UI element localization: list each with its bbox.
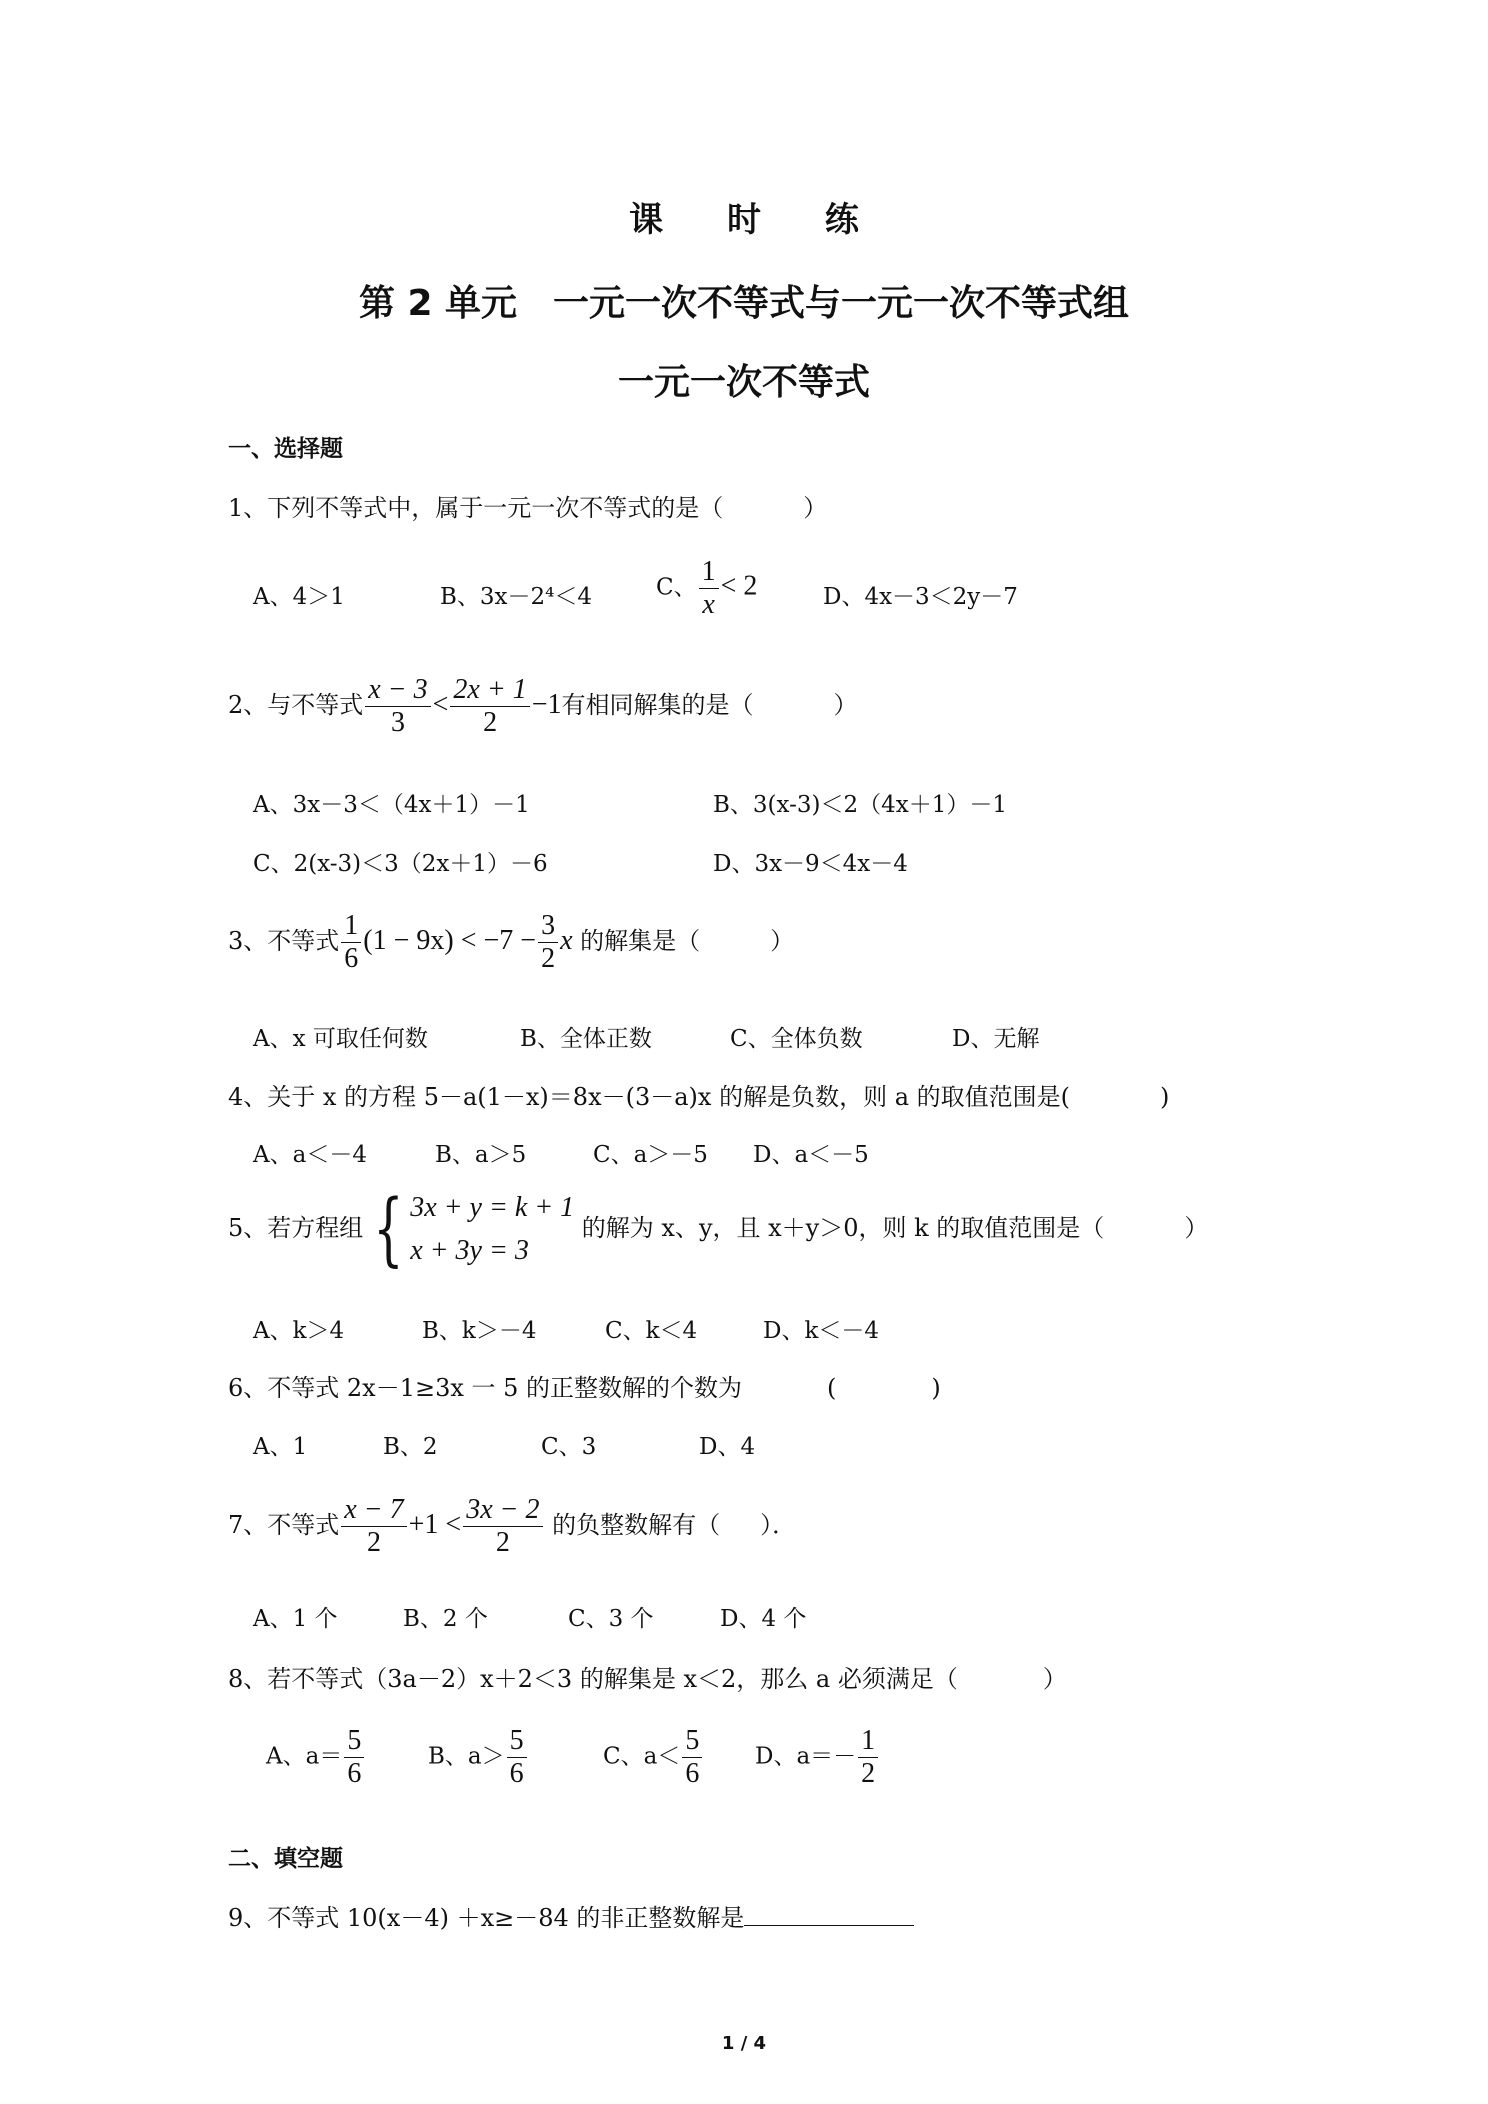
question-9-text: 9、不等式 10(x－4) ＋x≥－84 的非正整数解是 (228, 1904, 745, 1932)
question-4-text: 4、关于 x 的方程 5－a(1－x)＝8x－(3－a)x 的解是负数，则 a 的取值范围是( (228, 1083, 1071, 1111)
document-title: 课 时 练 (629, 200, 885, 240)
q6-option-d: D、4 (699, 1434, 756, 1460)
question-3-text: 3、不等式 (228, 927, 340, 956)
q7-fraction-2 (463, 1494, 542, 1559)
q3-fraction-2 (538, 910, 558, 975)
question-3-close: ） (770, 927, 795, 956)
fraction-numerator: 3 (538, 910, 558, 943)
q2-minus-one: −1 (531, 689, 562, 721)
fraction-numerator: 1 (858, 1725, 878, 1758)
q5-option-b: B、k＞－4 (422, 1318, 537, 1344)
q8-option-b (428, 1725, 529, 1790)
fraction-numerator: 1 (699, 556, 719, 589)
q1-option-a: A、4＞1 (253, 584, 345, 610)
q8-option-d-fraction (858, 1725, 878, 1790)
q7-option-d: D、4 个 (720, 1606, 807, 1632)
q3-fraction-1 (341, 910, 361, 975)
q1-option-c (656, 556, 757, 621)
fraction-denominator: 2 (483, 707, 498, 739)
q8-option-c (603, 1725, 704, 1790)
fraction-numerator: 1 (341, 910, 361, 943)
q5-option-c: C、k＜4 (605, 1318, 698, 1344)
topic-heading: 一元一次不等式 (617, 362, 870, 403)
q5-equation-2: x + 3y = 3 (410, 1235, 529, 1267)
question-2-close: ） (833, 691, 858, 720)
q7-fraction-1 (341, 1494, 406, 1559)
q4-option-a: A、a＜－4 (253, 1142, 367, 1168)
q3-variable: x (560, 925, 573, 957)
fraction-numerator: 2x + 1 (450, 674, 529, 707)
q6-option-a: A、1 (253, 1434, 308, 1460)
question-1-close: ） (803, 494, 828, 522)
q3-expression: (1 − 9x) < −7 − (363, 925, 537, 957)
fraction-numerator: x − 7 (341, 1494, 406, 1527)
q8-option-a-label: A、a＝ (266, 1743, 343, 1770)
answer-blank[interactable] (744, 1903, 914, 1926)
brace-symbol: { (373, 1182, 405, 1276)
question-5-close: ） (1184, 1213, 1209, 1242)
question-7 (228, 1494, 796, 1559)
q6-option-b: B、2 (383, 1434, 438, 1460)
section-multiple-choice: 一、选择题 (228, 436, 343, 462)
q8-option-a (266, 1725, 366, 1790)
question-7-text: 7、不等式 (228, 1511, 340, 1540)
q8-option-d (755, 1725, 880, 1790)
fraction-denominator: 6 (685, 1758, 700, 1790)
unit-heading: 第 2 单元 一元一次不等式与一元一次不等式组 (358, 283, 1130, 324)
fraction-numerator: 5 (344, 1725, 364, 1758)
fraction-numerator: 5 (682, 1725, 702, 1758)
q8-option-b-fraction (507, 1725, 527, 1790)
fraction-numerator: 5 (507, 1725, 527, 1758)
question-4-close: ) (1160, 1083, 1170, 1111)
q1-option-c-label: C、 (656, 574, 697, 601)
question-8 (228, 1659, 1067, 1694)
q7-option-b: B、2 个 (403, 1606, 488, 1632)
q1-option-c-rest: < 2 (720, 570, 758, 602)
fraction-denominator: 2 (495, 1527, 510, 1559)
fraction-numerator: x − 3 (365, 674, 430, 707)
question-2-text: 2、与不等式 (228, 691, 364, 720)
q4-option-d: D、a＜－5 (753, 1142, 869, 1168)
q1-option-d: D、4x－3＜2y－7 (823, 584, 1018, 610)
question-4 (228, 1077, 1169, 1112)
q5-equation-1: 3x + y = k + 1 (410, 1192, 575, 1223)
question-1-text: 1、下列不等式中，属于一元一次不等式的是（ (228, 494, 724, 522)
q5-option-d: D、k＜－4 (763, 1318, 880, 1344)
q7-option-a: A、1 个 (253, 1606, 338, 1632)
fraction-denominator: 2 (366, 1527, 381, 1559)
fraction-denominator: x (702, 589, 715, 621)
page-number: 1 / 4 (721, 2033, 767, 2054)
q3-option-c: C、全体负数 (730, 1026, 863, 1052)
q1-option-c-fraction (699, 556, 719, 621)
question-2 (228, 674, 858, 739)
q2-option-a: A、3x－3＜（4x＋1）－1 (253, 792, 530, 818)
q3-option-d: D、无解 (952, 1026, 1040, 1052)
q1-option-b: B、3x－2⁴＜4 (440, 584, 592, 610)
question-6-close: ) (931, 1374, 941, 1402)
question-8-close: ） (1042, 1665, 1067, 1693)
q2-option-b: B、3(x-3)＜2（4x＋1）－1 (713, 792, 1007, 818)
question-5-suffix: 的解为 x、y，且 x＋y＞0，则 k 的取值范围是（ (581, 1213, 1105, 1242)
q6-option-c: C、3 (541, 1434, 597, 1460)
q2-option-c: C、2(x-3)＜3（2x＋1）－6 (253, 851, 548, 877)
q4-option-c: C、a＞－5 (593, 1142, 708, 1168)
question-3 (228, 910, 794, 975)
q7-option-c: C、3 个 (568, 1606, 654, 1632)
fraction-numerator: 3x − 2 (463, 1494, 542, 1527)
q2-option-d: D、3x－9＜4x－4 (713, 851, 908, 877)
question-5 (228, 1182, 1209, 1276)
q2-fraction-2 (450, 674, 529, 739)
question-7-close: ）． (760, 1511, 797, 1540)
q8-option-c-fraction (682, 1725, 702, 1790)
fraction-denominator: 6 (347, 1758, 362, 1790)
q7-expression: +1 < (408, 1509, 462, 1541)
question-1 (228, 488, 827, 523)
question-3-suffix: 的解集是（ (580, 927, 701, 956)
question-6-open: ( (827, 1374, 837, 1402)
q8-option-c-label: C、a＜ (603, 1743, 681, 1770)
fraction-denominator: 2 (861, 1758, 876, 1790)
q3-option-a: A、x 可取任何数 (253, 1026, 428, 1052)
q8-option-d-label: D、a＝－ (755, 1743, 857, 1770)
fraction-denominator: 2 (541, 943, 556, 975)
q5-equation-system (363, 1182, 575, 1276)
question-2-suffix: 有相同解集的是（ (561, 691, 754, 720)
question-6 (228, 1368, 941, 1403)
fraction-denominator: 6 (509, 1758, 524, 1790)
question-8-text: 8、若不等式（3a－2）x＋2＜3 的解集是 x＜2，那么 a 必须满足（ (228, 1665, 958, 1693)
q4-option-b: B、a＞5 (435, 1142, 527, 1168)
q8-option-b-label: B、a＞ (428, 1743, 505, 1770)
question-6-text: 6、不等式 2x－1≥3x 一 5 的正整数解的个数为 (228, 1374, 743, 1402)
q5-option-a: A、k＞4 (253, 1318, 345, 1344)
q3-option-b: B、全体正数 (520, 1026, 652, 1052)
question-9 (228, 1898, 914, 1933)
question-5-text: 5、若方程组 (228, 1213, 364, 1242)
fraction-denominator: 3 (390, 707, 405, 739)
fraction-denominator: 6 (344, 943, 359, 975)
question-7-suffix: 的负整数解有（ (552, 1511, 721, 1540)
q2-less-than: < (432, 689, 449, 721)
section-fill-in: 二、填空题 (228, 1846, 343, 1872)
q2-fraction-1 (365, 674, 430, 739)
q8-option-a-fraction (344, 1725, 364, 1790)
